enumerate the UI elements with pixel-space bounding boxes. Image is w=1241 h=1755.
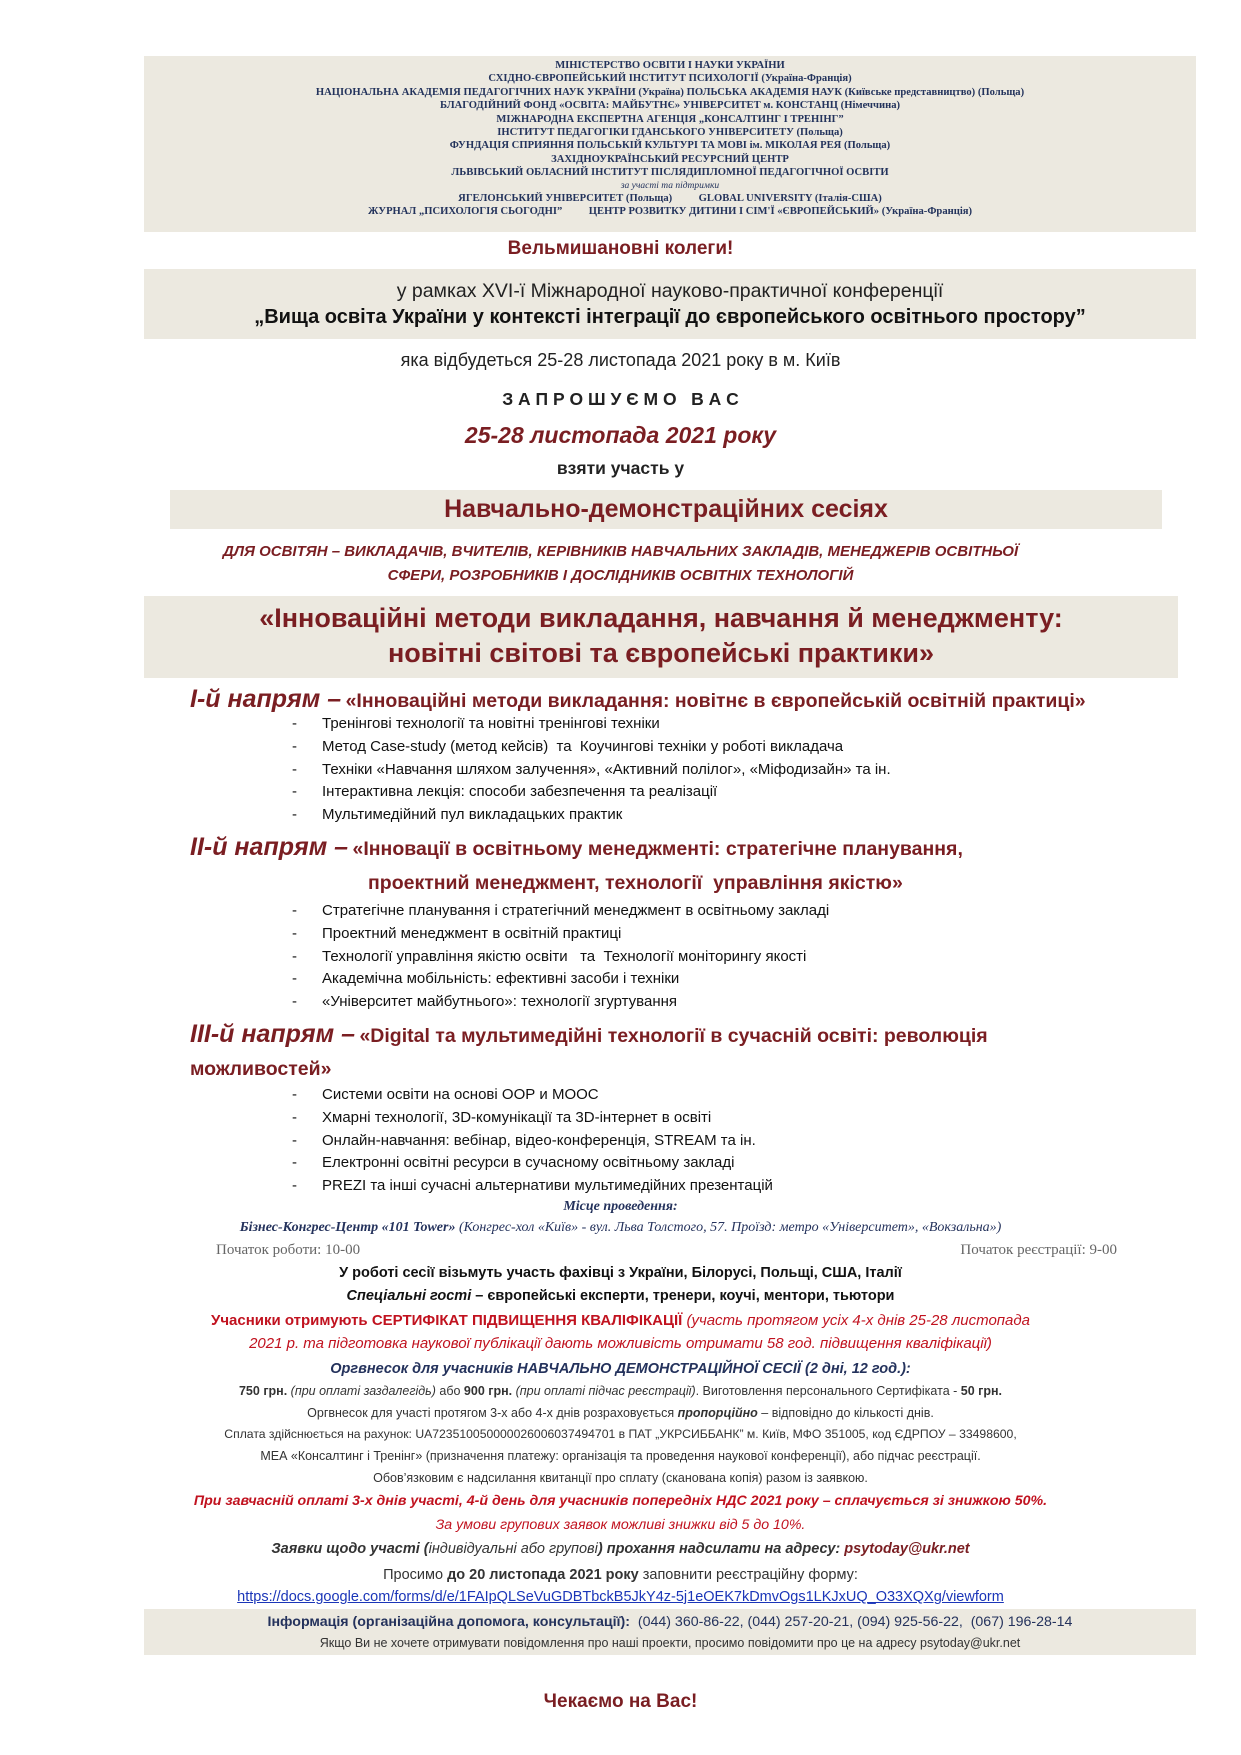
organizer-line: СХІДНО-ЄВРОПЕЙСЬКИЙ ІНСТИТУТ ПСИХОЛОГІЇ (Україна-Франція) (488, 73, 852, 85)
bank-details: Сплата здійснюється на рахунок: UA723510050000026006037494701 в ПАТ „УКРСИББАНК” м. Київ, МФО 351005, код ЄДРПОУ – 33498600, (224, 1427, 1017, 1441)
list-item: - Мультимедійний пул викладацьких практик (292, 806, 623, 824)
info-phones: (044) 360-86-22, (044) 257-20-21, (094) 925-56-22, (067) 196-28-14 (629, 1614, 1073, 1630)
direction-2-topics (292, 900, 830, 1014)
info-label: Інформація (організаційна допомога, консультації): (267, 1614, 630, 1630)
certificate-cost-text: . Виготовлення персонального Сертифіката - (695, 1384, 961, 1398)
invite-dates: 25-28 листопада 2021 року (464, 422, 777, 448)
fees-title: Оргвнесок для учасників НАВЧАЛЬНО ДЕМОНСТРАЦІЙНОЇ СЕСІЇ (2 дні, 12 год.): (330, 1361, 911, 1377)
certificate-cost: 50 грн. (960, 1384, 1003, 1398)
certificate-note: (участь протягом усіх 4-х днів 25-28 листопада (682, 1312, 1031, 1329)
price-advance: 750 грн. (238, 1384, 288, 1398)
venue-place: Бізнес-Конгрес-Центр «101 Tower» (239, 1220, 456, 1235)
participants-line: У роботі сесії візьмуть участь фахівці з України, Білорусі, Польщі, США, Італії (339, 1265, 902, 1281)
price-advance-note: (при оплаті заздалегідь) (287, 1384, 440, 1398)
certificate-line (0, 1312, 1241, 1329)
list-item: - PREZI та інші сучасні альтернативи мультимедійних презентацій (292, 1177, 773, 1195)
certificate-note-cont: 2021 р. та підготовка наукової публікації дають можливість отримати 58 год. підвищення кваліфікації) (249, 1335, 992, 1352)
audience-line: ДЛЯ ОСВІТЯН – ВИКЛАДАЧІВ, ВЧИТЕЛІВ, КЕРІВНИКІВ НАВЧАЛЬНИХ ЗАКЛАДІВ, МЕНЕДЖЕРІВ ОСВІТНЬОЇ (222, 543, 1019, 560)
support-note: за участі та підтримки (620, 180, 720, 191)
conference-band (144, 269, 1196, 339)
sessions-title: Навчально-демонстраційних сесіях (444, 495, 888, 523)
registration-link-line (0, 1589, 1241, 1605)
certificate-bold: Учасники отримують СЕРТИФІКАТ ПІДВИЩЕННЯ КВАЛІФІКАЦІЇ (210, 1312, 683, 1329)
conference-intro: у рамках XVI-ї Міжнародної науково-практичної конференції (396, 280, 944, 302)
group-discount-line: За умови групових заявок можливі знижки від 5 до 10%. (435, 1517, 806, 1533)
organizer-line: БЛАГОДІЙНИЙ ФОНД «ОСВІТА: МАЙБУТНЄ» УНІВЕРСИТЕТ м. КОНСТАНЦ (Німеччина) (439, 100, 901, 112)
organizer-line: ЗАХІДНОУКРАЇНСЬКИЙ РЕСУРСНИЙ ЦЕНТР (551, 153, 789, 165)
organizers-header (144, 56, 1196, 232)
sessions-band (170, 490, 1162, 529)
list-item: - «Університет майбутнього»: технології згуртування (292, 993, 678, 1011)
organizer-line: ІНСТИТУТ ПЕДАГОГІКИ ГДАНСЬКОГО УНІВЕРСИТЕТУ (Польща) (497, 127, 843, 139)
conference-dates-location: яка відбудеться 25-28 листопада 2021 року в м. Київ (400, 350, 841, 370)
list-item: - Академічна мобільність: ефективні засоби і техніки (292, 970, 680, 988)
special-guests-text: – європейські експерти, тренери, коучі, ментори, тьютори (471, 1288, 895, 1304)
invite-label: З А П Р О Ш У Є М О В А С (502, 389, 739, 409)
direction-2-title: «Інновації в освітньому менеджменті: стратегічне планування, (352, 838, 963, 860)
info-band (144, 1609, 1196, 1655)
bank-details-cont: МЕА «Консалтинг і Тренінг» (призначення платежу: організація та проведення наукової конференції), або підчас реєстрації. (260, 1449, 981, 1463)
list-item: - Системи освіти на основі ООР и МООС (292, 1086, 599, 1103)
main-theme-band (144, 596, 1178, 678)
organizer-line: ФУНДАЦІЯ СПРИЯННЯ ПОЛЬСЬКІЙ КУЛЬТУРІ ТА МОВІ ім. МІКОЛАЯ РЕЯ (Польща) (449, 140, 891, 152)
registration-deadline: до 20 листопада 2021 року (447, 1567, 639, 1583)
list-item: - Інтерактивна лекція: способи забезпечення та реалізації (292, 783, 718, 801)
direction-3-title-cont: можливостей» (190, 1058, 332, 1080)
proportional-word: пропорційно (677, 1406, 758, 1420)
list-item: - Технології управління якістю освіти та Технології моніторингу якості (292, 947, 807, 965)
direction-1-name: І-й напрям – (190, 685, 342, 713)
direction-1-topics (292, 713, 891, 827)
conference-title: „Вища освіта України у контексті інтеграції до європейського освітнього простору” (254, 306, 1086, 328)
list-item: - Електронні освітні ресурси в сучасному освітньому закладі (292, 1154, 735, 1172)
organizer-line: МІНІСТЕРСТВО ОСВІТИ І НАУКИ УКРАЇНИ (555, 60, 785, 71)
direction-1-title: «Інноваційні методи викладання: новітнє в європейській освітній практиці» (345, 690, 1086, 712)
application-email[interactable]: psytoday@ukr.net (844, 1541, 970, 1557)
organizer-line: ЛЬВІВСЬКИЙ ОБЛАСНИЙ ІНСТИТУТ ПІСЛЯДИПЛОМНОЇ ПЕДАГОГІЧНОЇ ОСВІТИ (451, 167, 889, 179)
discount-line: При завчасній оплаті 3-х днів участі, 4-й день для учасників попередніх НДС 2021 року – сплачується зі знижкою 50%. (193, 1493, 1048, 1509)
organizer-line: МІЖНАРОДНА ЕКСПЕРТНА АГЕНЦІЯ „КОНСАЛТИНГ І ТРЕНІНГ” (496, 113, 844, 125)
direction-3-name: ІІІ-й напрям – (190, 1020, 355, 1048)
main-theme-line: новітні світові та європейські практики» (387, 638, 935, 668)
list-item: - Метод Case-study (метод кейсів) та Коучингові техніки у роботі викладача (292, 737, 844, 755)
registration-line: Просимо до 20 листопада 2021 року заповнити реєстраційну форму: (383, 1567, 858, 1583)
take-part-text: взяти участь у (556, 458, 685, 478)
venue-details (0, 1220, 1241, 1236)
direction-2-name: ІІ-й напрям – (190, 833, 349, 861)
direction-1-heading (190, 685, 1086, 714)
special-guests-label: Спеціальні гості (346, 1288, 472, 1304)
direction-2-heading-cont (368, 872, 903, 895)
price-onsite: 900 грн. (463, 1384, 513, 1398)
direction-2-title-cont: проектний менеджмент, технології управління якістю» (368, 872, 903, 894)
list-item: - Онлайн-навчання: вебінар, відео-конференція, STREAM та ін. (292, 1131, 756, 1149)
fees-proportional: Оргвнесок для участі протягом 3-х або 4-х днів розраховується пропорційно – відповідно до кількості днів. (307, 1406, 934, 1420)
price-onsite-note: (при оплаті підчас реєстрації) (512, 1384, 696, 1398)
closing: Чекаємо на Вас! (543, 1691, 698, 1712)
registration-form-link[interactable]: https://docs.google.com/forms/d/e/1FAIpQLSeVuGDBTbckB5JkY4z-5j1eOEK7kDmvOgs1LKJxUQ_O33XQXg/viewform (237, 1589, 1004, 1605)
list-item: - Тренінгові технології та новітні тренінгові техніки (292, 715, 660, 732)
registration-start-time: Початок реєстрації: 9-00 (960, 1242, 1117, 1258)
direction-3-heading (190, 1020, 988, 1049)
fees-prices (0, 1384, 1241, 1398)
audience-line: СФЕРИ, РОЗРОБНИКІВ І ДОСЛІДНИКІВ ОСВІТНІХ ТЕХНОЛОГІЙ (387, 567, 854, 584)
fees-or: або (439, 1384, 464, 1398)
main-theme-line: «Інноваційні методи викладання, навчання й менеджменту: (259, 603, 1063, 633)
list-item: - Стратегічне планування і стратегічний менеджмент в освітньому закладі (292, 902, 830, 919)
venue-label: Місце проведення: (563, 1199, 678, 1214)
list-item: - Хмарні технології, 3D-комунікації та 3D-інтернет в освіті (292, 1108, 712, 1126)
applications-line: Заявки щодо участі (індивідуальні або групові) прохання надсилати на адресу: psytoday@ukr.net (271, 1541, 970, 1557)
supporter-line: ЖУРНАЛ „ПСИХОЛОГІЯ СЬОГОДНІ” ЦЕНТР РОЗВИТКУ ДИТИНИ І СІМ'Ї «ЄВРОПЕЙСЬКИЙ» (Україна-Франція) (367, 206, 973, 218)
venue-address: (Конгрес-хол «Київ» - вул. Льва Толстого, 57. Проїзд: метро «Університет», «Вокзальна») (455, 1220, 1002, 1235)
greeting: Вельмишановні колеги! (507, 238, 734, 259)
direction-2-heading (190, 833, 963, 862)
list-item: - Техніки «Навчання шляхом залучення», «Активний полілог», «Міфодизайн» та ін. (292, 760, 891, 778)
list-item: - Проектний менеджмент в освітній практиці (292, 924, 622, 942)
direction-3-title: «Digital та мультимедійні технології в сучасній освіті: революція (359, 1025, 988, 1047)
receipt-note: Обов’язковим є надсилання квитанції про сплату (сканована копія) разом із заявкою. (373, 1471, 868, 1485)
special-guests (0, 1288, 1241, 1304)
work-start-time: Початок роботи: 10-00 (216, 1242, 361, 1258)
direction-3-heading-cont (190, 1058, 331, 1081)
direction-3-topics (292, 1084, 773, 1198)
organizer-line: НАЦІОНАЛЬНА АКАДЕМІЯ ПЕДАГОГІЧНИХ НАУК УКРАЇНИ (Україна) ПОЛЬСЬКА АКАДЕМІЯ НАУК (Київське представництво) (Польща) (315, 86, 1025, 98)
unsubscribe-note: Якщо Ви не хочете отримувати повідомлення про наші проекти, просимо повідомити про це на адресу psytoday@ukr.net (319, 1636, 1021, 1650)
supporter-line: ЯГЕЛОНСЬКИЙ УНІВЕРСИТЕТ (Польща) GLOBAL UNIVERSITY (Італія-США) (458, 192, 882, 204)
info-line (144, 1614, 1196, 1630)
